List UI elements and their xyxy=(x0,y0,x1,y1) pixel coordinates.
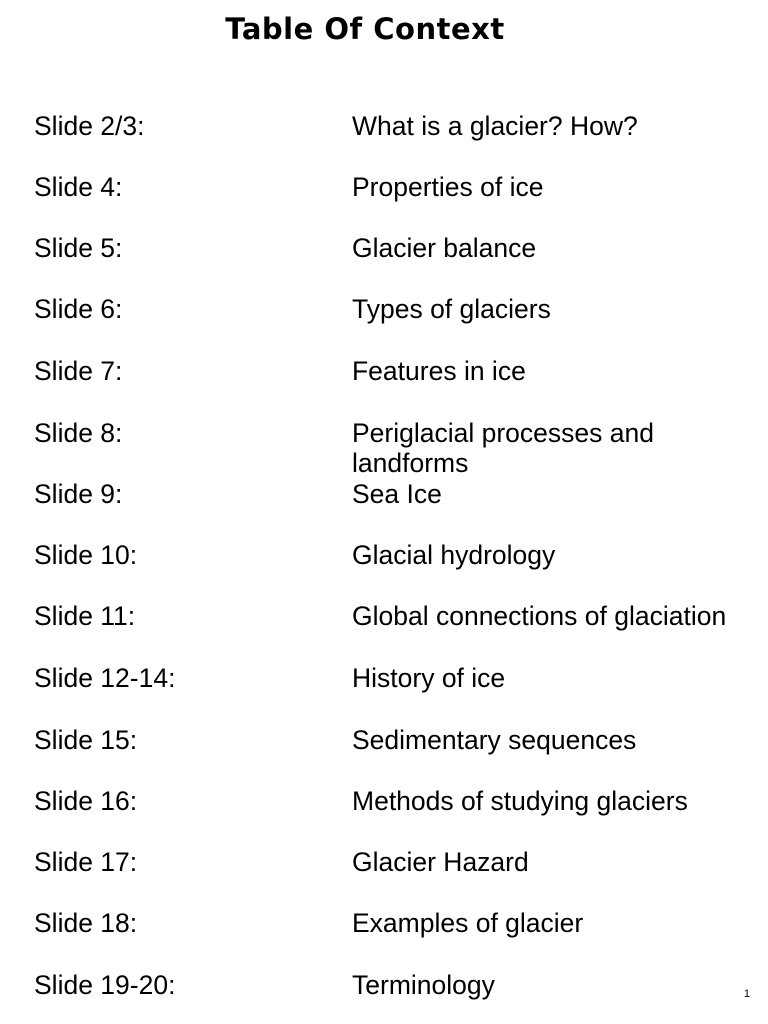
toc-topic: Properties of ice xyxy=(352,172,544,202)
toc-topic: Sea Ice xyxy=(352,479,442,509)
toc-slide-ref: Slide 4: xyxy=(34,172,123,202)
page-number: 1 xyxy=(743,988,750,1000)
toc-topic: Features in ice xyxy=(352,356,526,386)
toc-topic: History of ice xyxy=(352,663,506,693)
toc-slide-ref: Slide 15: xyxy=(34,725,138,755)
toc-topic: Methods of studying glaciers xyxy=(352,786,688,816)
toc-topic: What is a glacier? How? xyxy=(352,111,638,141)
toc-topic: Glacier balance xyxy=(352,233,537,263)
toc-slide-ref: Slide 12-14: xyxy=(34,663,176,693)
toc-topic: Terminology xyxy=(352,970,495,1000)
toc-topic: Types of glaciers xyxy=(352,294,551,324)
toc-slide-ref: Slide 8: xyxy=(34,418,123,448)
toc-slide-ref: Slide 17: xyxy=(34,847,138,877)
toc-topic: Periglacial processes and landforms xyxy=(352,418,654,478)
toc-slide-ref: Slide 16: xyxy=(34,786,138,816)
toc-slide-ref: Slide 18: xyxy=(34,908,138,938)
toc-slide-ref: Slide 6: xyxy=(34,294,123,324)
toc-topic: Glacial hydrology xyxy=(352,540,556,570)
toc-slide-ref: Slide 10: xyxy=(34,540,138,570)
toc-slide-ref: Slide 7: xyxy=(34,356,123,386)
toc-slide-ref: Slide 2/3: xyxy=(34,111,145,141)
toc-topic: Global connections of glaciation xyxy=(352,601,727,631)
page-title: Table Of Context xyxy=(225,12,505,46)
toc-topic: Examples of glacier xyxy=(352,908,584,938)
toc-slide-ref: Slide 11: xyxy=(34,601,136,631)
toc-slide-ref: Slide 19-20: xyxy=(34,970,176,1000)
toc-topic: Sedimentary sequences xyxy=(352,725,637,755)
toc-topic: Glacier Hazard xyxy=(352,847,529,877)
toc-slide-ref: Slide 5: xyxy=(34,233,123,263)
toc-slide-ref: Slide 9: xyxy=(34,479,123,509)
